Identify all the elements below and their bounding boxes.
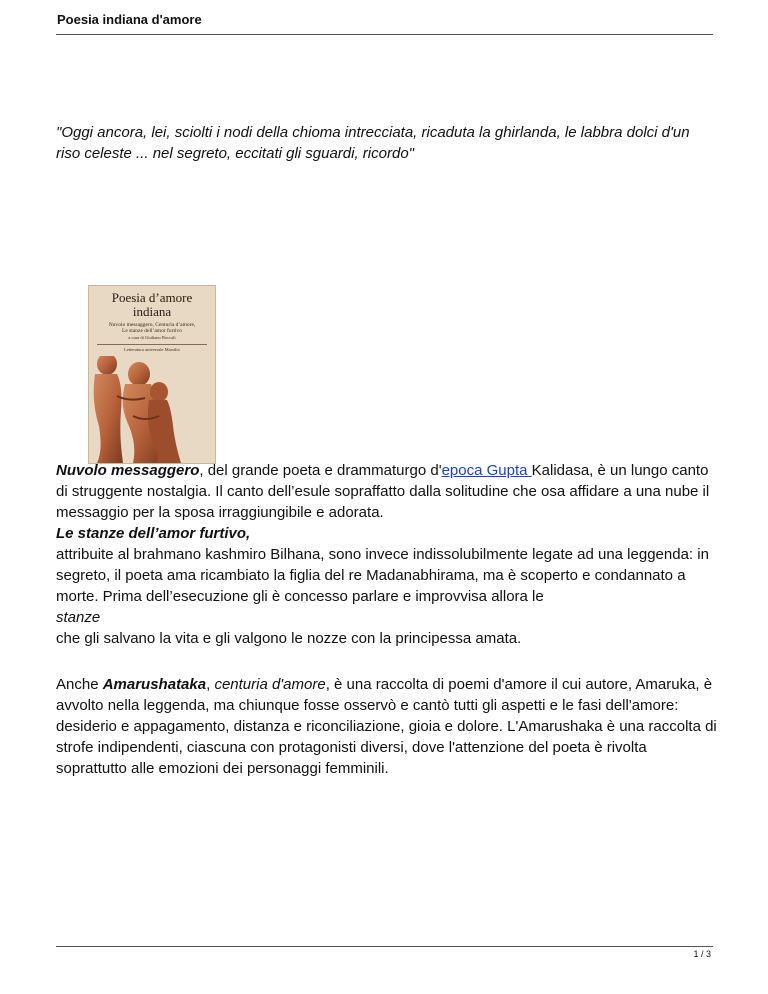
paragraph-stanze: attribuite al brahmano kashmiro Bilhana, sono invece indissolubilmente legate ad una leggenda: in segreto, il poeta ama ricambiato la figlia del re Madanabhirama, ma è scoperto e condannato a morte. Prima dell’esecuzione gli è concesso parlare e improvvisa allora le — [56, 546, 709, 605]
heading-stanze: Le stanze dell’amor furtivo, — [56, 525, 251, 542]
term-centuria: centuria d'amore — [214, 676, 326, 693]
page-number: 1 / 3 — [693, 949, 711, 959]
footer-divider — [56, 946, 713, 947]
term-amarushataka: Amarushataka — [102, 676, 207, 693]
paragraph-amarushataka: Anche Amarushataka, centuria d'amore, è una raccolta di poemi d'amore il cui autore, Amaruka, è avvolto nella leggenda, ma chiunque fosse osservò e cantò tutti gli aspetti e le fasi dell'amore: desiderio e appagamento, distanza e riconciliazione, gioia e dolore. L'Amarushaka è una raccolta di strofe indipendenti, ciascuna con protagonisti diversi, dove l'attenzione del poeta è rivolta soprattutto alle emozioni dei personaggi femminili. — [56, 676, 717, 777]
paragraph-nuvolo: Nuvolo messaggero, del grande poeta e drammaturgo d'epoca Gupta Kalidasa, è un lungo canto di struggente nostalgia. Il canto dell’esule sopraffatto dalla solitudine che osa affidare a una nube il messaggio per la sposa irraggiungibile e adorata. — [56, 462, 710, 521]
link-epoca-gupta[interactable]: epoca Gupta — [441, 462, 532, 479]
cover-editor: a cura di Giuliano Boccali — [128, 335, 176, 340]
term-stanze: stanze — [56, 609, 101, 626]
opening-quote: "Oggi ancora, lei, sciolti i nodi della chioma intrecciata, ricaduta la ghirlanda, le labbra dolci d'un riso celeste ... nel segreto, eccitati gli sguardi, ricordo" — [56, 124, 690, 162]
term-nuvolo-messaggero: Nuvolo messaggero — [56, 462, 200, 479]
paragraph-stanze-end: che gli salvano la vita e gli valgono le nozze con la principessa amata. — [56, 630, 522, 647]
cover-subtitle: Nuvolo messaggero, Centuria d’amore, Le stanze dell’amor furtivo — [108, 322, 196, 334]
section-one — [56, 460, 718, 649]
page-header-title: Poesia indiana d'amore — [57, 12, 202, 27]
header-divider — [56, 34, 713, 35]
sculpture-illustration — [89, 356, 215, 463]
cover-series: Letteratura universale Marsilio — [124, 347, 180, 352]
cover-title: Poesia d’amore indiana — [111, 290, 193, 319]
cover-divider — [97, 344, 207, 345]
book-cover-image — [88, 285, 216, 464]
